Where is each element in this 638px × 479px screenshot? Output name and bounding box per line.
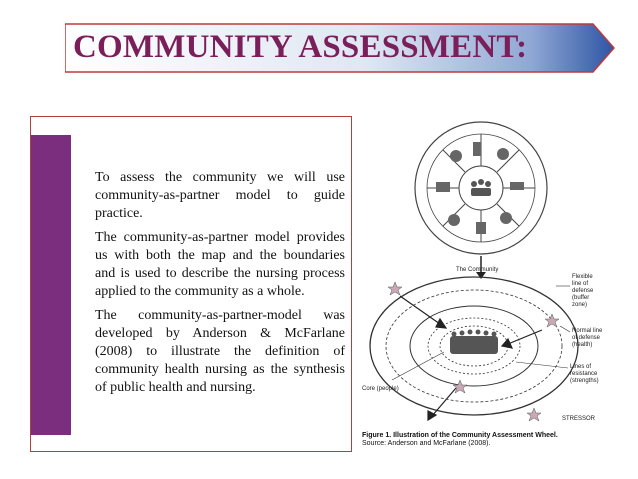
figure-caption: Figure 1. Illustration of the Community Assessment Wheel. [362,432,558,439]
text-panel [30,116,352,452]
label-flexible-line: Flexible line of defense (buffer zone) [572,274,594,308]
accent-bar [31,135,71,435]
label-core: Core (people) [362,386,399,392]
panel-text [95,169,345,403]
label-normal-line: Normal line of defense (health) [572,328,603,348]
figure-source: Source: Anderson and McFarlane (2008). [362,440,491,447]
wheel-label: The Community [456,267,499,273]
paragraph-1: To assess the community we will use community-as-partner model to guide practice. [95,170,345,221]
community-assessment-wheel-figure [356,118,614,458]
core-people-cluster [450,330,498,355]
page-title: COMMUNITY ASSESSMENT: [73,29,528,65]
label-resistance: Lines of resistance (strengths) [570,364,599,384]
title-banner [65,23,615,73]
wheel-illustration [356,118,614,458]
label-stressor: STRESSOR [562,416,596,422]
wheel-people-icon [471,179,491,196]
stressor-arrows [400,296,542,420]
paragraph-3: The community-as-partner-model was developed by Anderson & McFarlane (2008) to illustrate the definition of community health nursing as the synthesis of public health and nursing. [95,308,345,395]
paragraph-2: The community-as-partner model provides us with both the map and the boundaries and is used to describe the nursing process applied to the community as a whole. [95,230,345,299]
